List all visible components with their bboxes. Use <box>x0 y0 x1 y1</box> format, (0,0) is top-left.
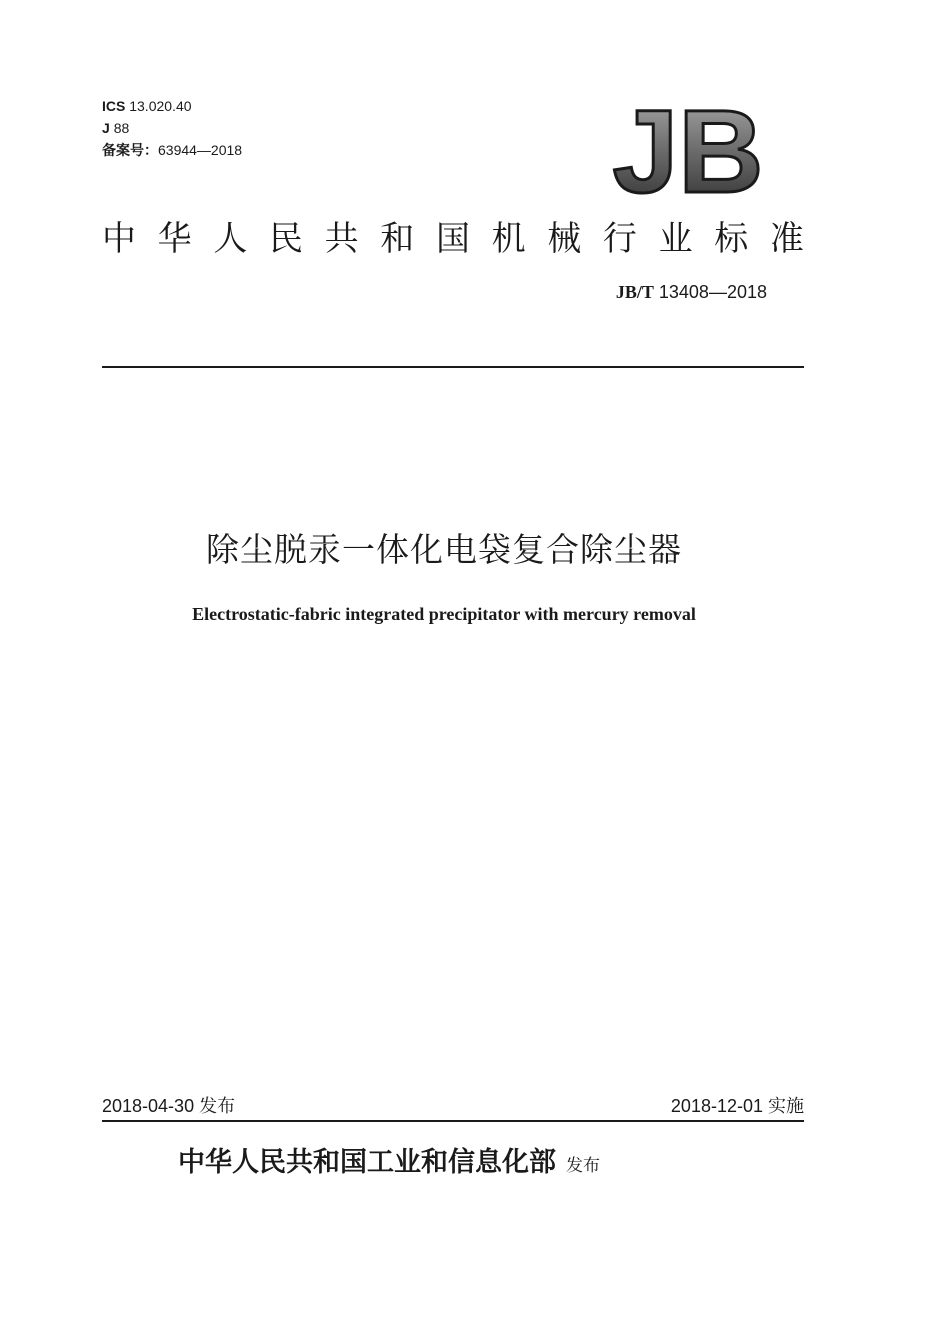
classification-value: 88 <box>113 120 130 136</box>
standard-type-char: 和 <box>380 219 415 259</box>
record-value: 63944—2018 <box>158 142 243 158</box>
standard-type-char: 中 <box>102 219 136 259</box>
jb-logo <box>600 96 770 202</box>
standard-type-char: 人 <box>213 219 248 259</box>
implementation-date: 2018-12-01 实施 <box>670 1096 804 1116</box>
record-number <box>102 139 242 161</box>
publish-date: 2018-04-30 发布 <box>102 1096 236 1116</box>
document-metadata <box>102 95 242 161</box>
standard-type-char: 标 <box>714 219 749 259</box>
standard-type-char: 国 <box>435 219 470 259</box>
document-title-english: Electrostatic-fabric integrated precipitator with mercury removal <box>192 604 696 624</box>
ics-label: ICS <box>102 98 126 114</box>
classification-label: J <box>102 120 110 136</box>
ics-code <box>102 95 242 117</box>
publisher-org: 中华人民共和国工业和信息化部 <box>178 1147 556 1178</box>
standard-number <box>616 282 767 303</box>
publisher-suffix: 发布 <box>566 1156 600 1176</box>
classification-code <box>102 117 242 139</box>
standard-type-char: 业 <box>658 219 693 259</box>
logo-text: JB <box>612 96 764 202</box>
standard-type-char: 准 <box>769 219 804 259</box>
standard-type-char: 共 <box>324 219 359 259</box>
standard-type-char: 行 <box>602 219 637 259</box>
header-divider <box>102 366 804 368</box>
record-label: 备案号： <box>102 142 158 158</box>
standard-type-title <box>102 214 804 264</box>
ics-value: 13.020.40 <box>129 98 192 114</box>
standard-type-char: 机 <box>491 219 526 259</box>
document-title-chinese: 除尘脱汞一体化电袋复合除尘器 <box>206 530 682 569</box>
footer-divider <box>102 1120 804 1122</box>
standard-type-char: 械 <box>547 219 582 259</box>
standard-prefix: JB/T <box>615 282 654 302</box>
standard-type-char: 民 <box>268 219 303 259</box>
publisher <box>178 1140 600 1179</box>
standard-type-char: 华 <box>157 219 192 259</box>
standard-code: 13408—2018 <box>658 282 767 302</box>
